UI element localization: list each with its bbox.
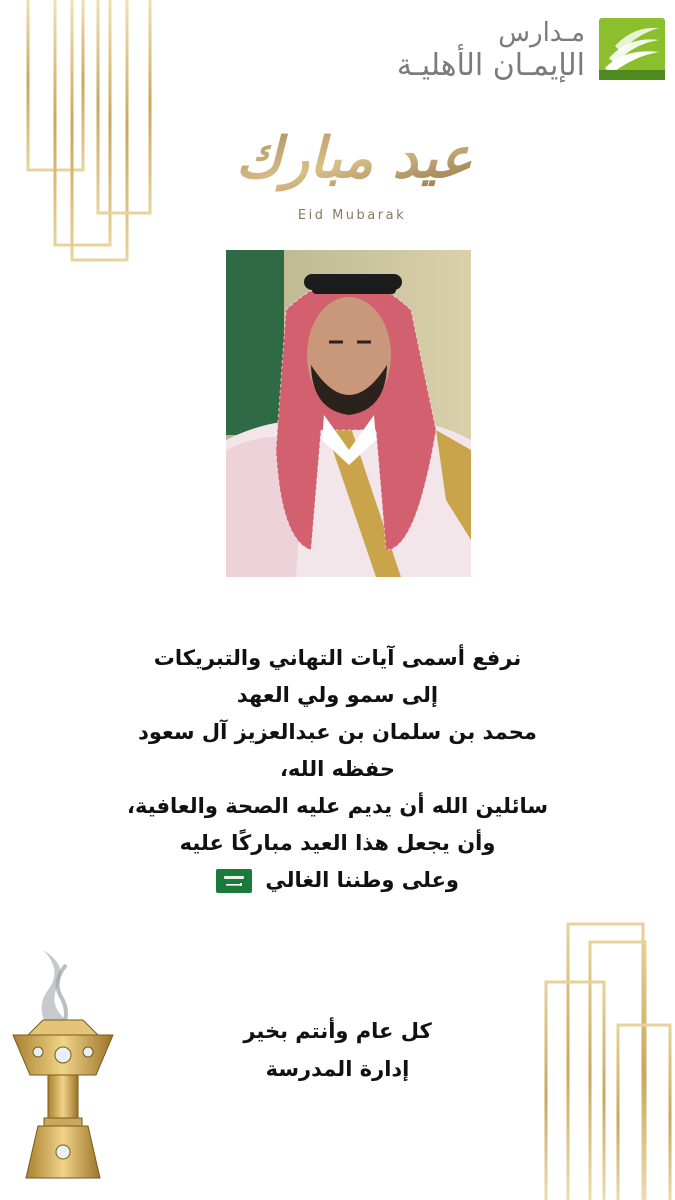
closing-line-1: كل عام وأنتم بخير — [243, 1019, 432, 1043]
logo-text — [397, 18, 585, 84]
logo-line2: الإيمـان الأهليـة — [396, 48, 585, 83]
message-line-5: سائلين الله أن يديم عليه الصحة والعافية، — [127, 794, 548, 818]
message-line-6: وأن يجعل هذا العيد مباركًا عليه — [179, 831, 496, 855]
gold-lines-top-left — [20, 0, 160, 275]
eid-calligraphy — [222, 105, 487, 205]
message-line-1: نرفع أسمى آيات التهاني والتبريكات — [153, 646, 522, 670]
school-logo — [325, 14, 665, 86]
eid-english-text: Eid Mubarak — [297, 208, 407, 223]
closing-text — [40, 1012, 635, 1088]
message-line-7: وعلى وطننا الغالي — [265, 868, 459, 892]
message-line-7-wrap — [40, 862, 635, 899]
eid-arabic-text: عيد مبارك — [235, 125, 473, 191]
portrait-photo — [226, 250, 471, 577]
closing-line-2: إدارة المدرسة — [265, 1057, 410, 1081]
message-line-3: محمد بن سلمان بن عبدالعزيز آل سعود — [138, 720, 537, 744]
message-line-2: إلى سمو ولي العهد — [236, 683, 439, 707]
logo-line1: مـدارس — [498, 18, 585, 48]
saudi-flag-icon — [216, 869, 252, 893]
leaf-mark-icon — [599, 18, 665, 80]
greeting-message — [40, 640, 635, 899]
message-line-4: حفظه الله، — [279, 757, 396, 781]
incense-burner-icon — [8, 940, 118, 1185]
